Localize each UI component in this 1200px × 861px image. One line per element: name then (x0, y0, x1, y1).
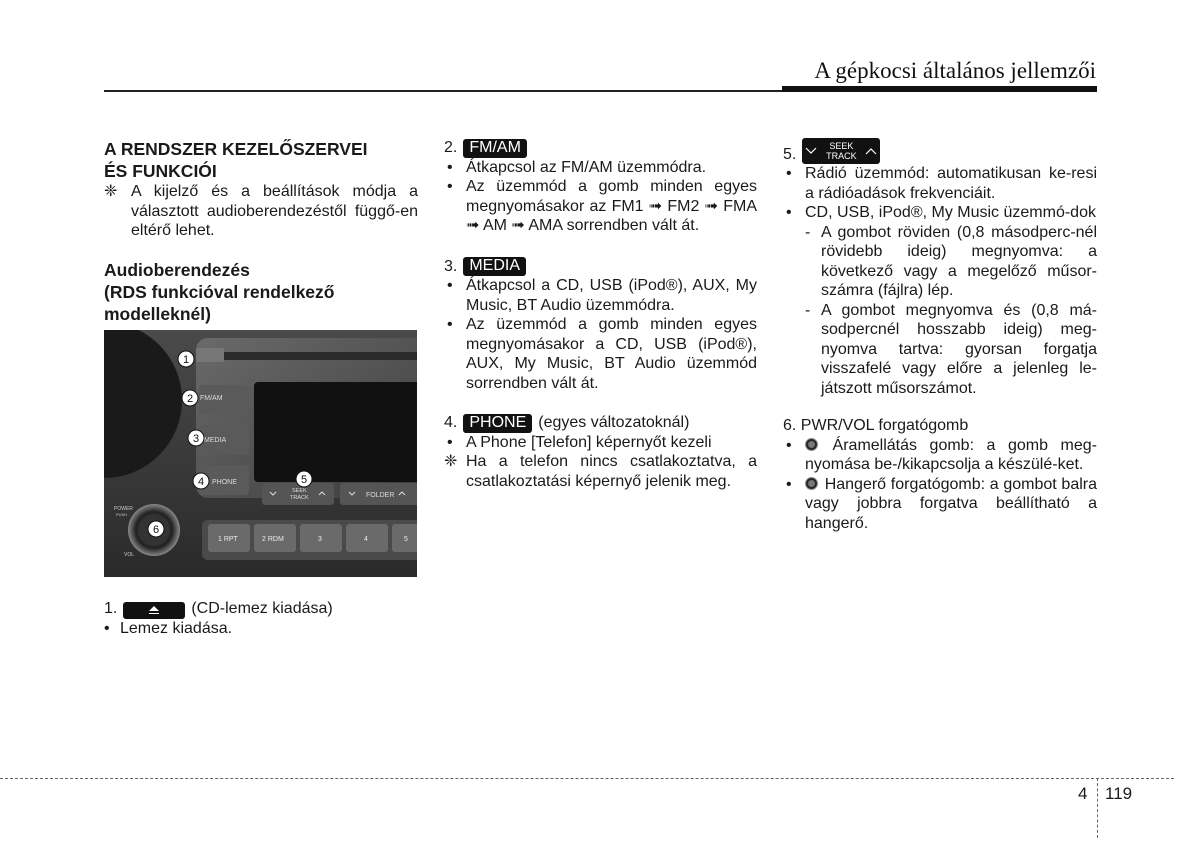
photo-label-phone: PHONE (212, 479, 237, 486)
callout-1: 1 (182, 354, 190, 366)
photo-label-push: PUSH (116, 512, 128, 517)
column-1 (104, 138, 418, 325)
photo-preset-1: 1 RPT (218, 536, 238, 543)
list-item: • Az üzemmód a gomb minden egyes megnyomásakor a CD, USB (iPod®), AUX, My Music, BT Audio üzemmód sorrendben vált át. (447, 316, 757, 392)
item-4-title: 4. PHONE (egyes változatoknál) (444, 413, 690, 431)
list-item: • Lemez kiadása. (104, 619, 233, 637)
list-item: • Rádió üzemmód: automatikusan ke-resi a rádióadások frekvenciáit. (786, 165, 1097, 202)
column-3 (783, 138, 1097, 533)
photo-preset-buttons (208, 524, 417, 552)
fmam-button-label: FM/AM (463, 139, 527, 158)
list-item: • Átkapcsol a CD, USB (iPod®), AUX, My Music, BT Audio üzemmódra. (447, 277, 757, 314)
item-3-title: 3. MEDIA (444, 257, 757, 277)
callout-2: 2 (186, 393, 194, 405)
callout-5: 5 (300, 474, 308, 486)
photo-label-power: POWER (114, 506, 133, 512)
item-6-title: 6. PWR/VOL forgatógomb (783, 417, 969, 434)
list-item: • Az üzemmód a gomb minden egyes megnyomásakor az FM1 ➟ FM2 ➟ FMA ➟ AM ➟ AMA sorrendben vált át. (447, 178, 757, 234)
knob-icon (805, 438, 818, 451)
photo-preset-4: 4 (364, 536, 368, 543)
section-heading: A RENDSZER KEZELŐSZERVEI ÉS FUNKCIÓI (104, 139, 368, 181)
photo-label-media: MEDIA (204, 437, 227, 444)
chevron-down-icon (805, 147, 817, 155)
media-button-label: MEDIA (463, 257, 526, 276)
note: ❈ A kijelző és a beállítások módja a választott audioberendezéstől függő-en eltérő lehet. (104, 183, 418, 239)
photo-preset-3: 3 (318, 536, 322, 543)
list-item: • Átkapcsol az FM/AM üzemmódra. (447, 158, 707, 176)
note: ❈ Ha a telefon nincs csatlakoztatva, a csatlakoztatási képernyő jelenik meg. (444, 453, 757, 490)
list-item: • Áramellátás gomb: a gomb meg-nyomása be-/kikapcsolja a készülé-ket. (786, 436, 1097, 473)
page-header-title: A gépkocsi általános jellemzői (814, 58, 1096, 83)
footer-rule (0, 778, 1174, 779)
photo-preset-2: 2 RDM (262, 536, 284, 543)
item-1: 1. (CD-lemez kiadása) • Lemez kiadása. (104, 599, 418, 638)
callout-3: 3 (192, 433, 200, 445)
footer-divider (1097, 778, 1098, 838)
photo-preset-5: 5 (404, 536, 408, 543)
header-rule-thick (782, 86, 1097, 92)
item-5-title: 5. SEEK TRACK (783, 138, 1097, 164)
page-number: 119 (1105, 784, 1133, 803)
callout-4: 4 (197, 476, 205, 488)
item-2-title: 2. FM/AM (444, 138, 757, 158)
photo-label-track: TRACK (290, 495, 309, 501)
chapter-number: 4 (1078, 784, 1088, 803)
column-2 (444, 138, 757, 491)
chevron-up-icon (865, 147, 877, 155)
photo-label-fmam: FM/AM (200, 395, 223, 402)
subheading: Audioberendezés (RDS funkcióval rendelkező modelleknél) (104, 259, 335, 324)
list-item: • A Phone [Telefon] képernyőt kezeli (447, 433, 712, 451)
phone-button-label: PHONE (463, 414, 532, 433)
note-mark: ❈ (104, 183, 118, 200)
list-subitem: - A gombot megnyomva és (0,8 má-sodpercnél hosszabb ideig) meg-nyomva tartva: gyorsan forgatja visszafelé vagy előre a jelenleg le-játszott műsorszámot. (805, 301, 1097, 397)
audio-unit-photo (104, 330, 417, 577)
list-item: • Hangerő forgatógomb: a gombot balra vagy jobbra forgatva beállítható a hangerő. (786, 475, 1097, 532)
header-rule (104, 90, 782, 92)
list-item: • CD, USB, iPod®, My Music üzemmó-dok (786, 204, 1096, 221)
photo-label-vol: VOL (124, 552, 135, 558)
seek-track-button-label: SEEK TRACK (802, 138, 880, 164)
eject-icon (123, 602, 185, 619)
list-subitem: - A gombot röviden (0,8 másodperc-nél rövidebb ideig) megnyomva: a következő vagy a megelőző műsor-számra (fájlra) lép. (805, 223, 1097, 299)
knob-icon (805, 477, 818, 490)
photo-label-seek: SEEK (292, 488, 307, 494)
callout-6: 6 (152, 524, 160, 536)
photo-label-folder: FOLDER (366, 492, 395, 499)
